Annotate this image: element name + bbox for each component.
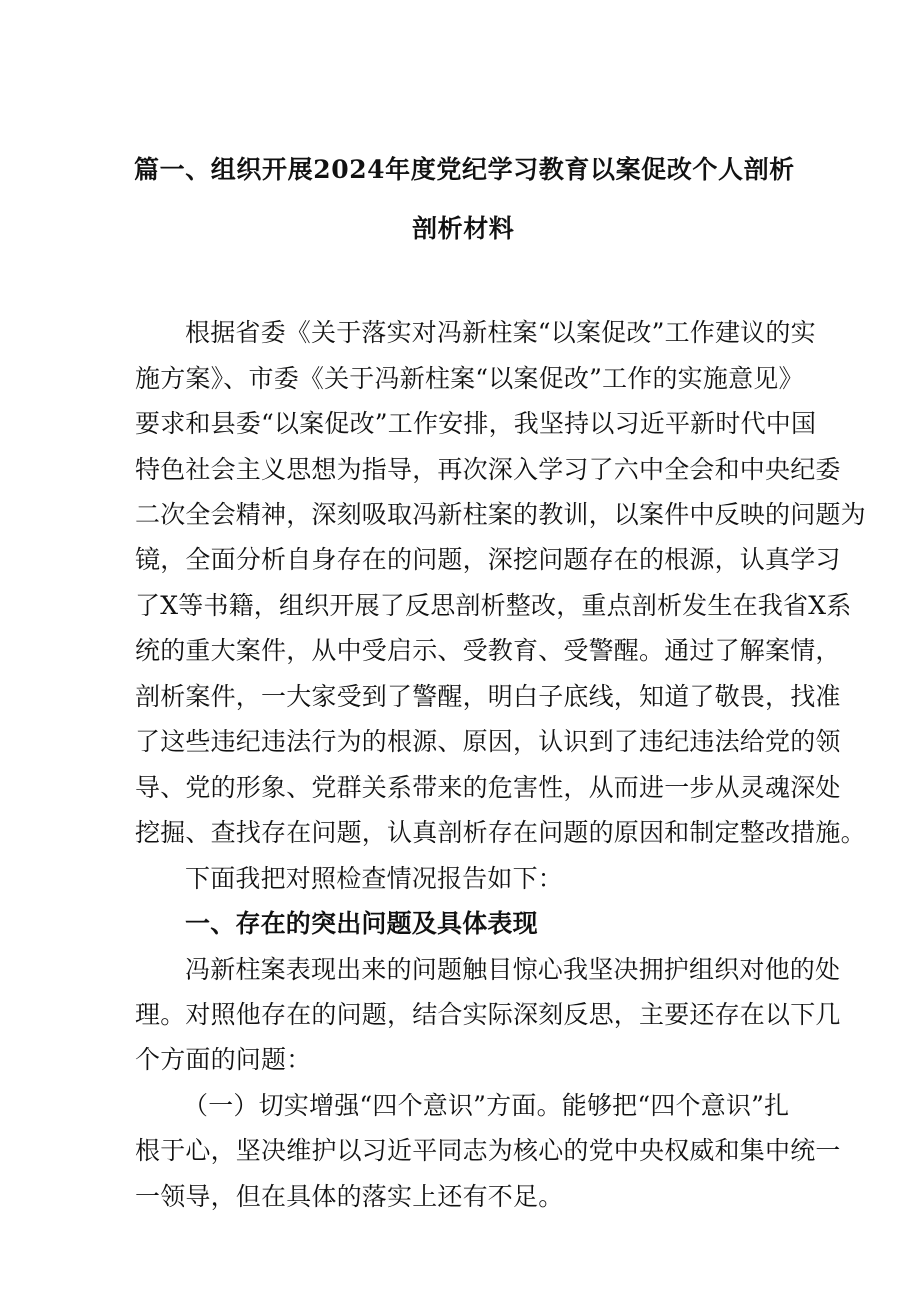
paragraph-line: 镜，全面分析自身存在的问题，深挖问题存在的根源，认真学习 [135, 545, 841, 574]
paragraph-line: 统的重大案件，从中受启示、受教育、受警醒。通过了解案情， [135, 636, 841, 665]
paragraph-line: 个方面的问题： [135, 1045, 312, 1074]
paragraph-line: 一领导，但在具体的落实上还有不足。 [135, 1182, 564, 1211]
paragraph-line: 导、党的形象、党群关系带来的危害性，从而进一步从灵魂深处 [135, 773, 841, 802]
paragraph-line: 冯新柱案表现出来的问题触目惊心我坚决拥护组织对他的处 [185, 955, 841, 984]
paragraph-line: 了这些违纪违法行为的根源、原因，认识到了违纪违法给党的领 [135, 727, 841, 756]
paragraph-line: 二次全会精神，深刻吸取冯新柱案的教训，以案件中反映的问题为 [135, 500, 866, 529]
paragraph-line: 挖掘、查找存在问题，认真剖析存在问题的原因和制定整改措施。 [135, 818, 866, 847]
document-title-line-2: 剖析材料 [412, 214, 515, 243]
paragraph-line: 理。对照他存在的问题，结合实际深刻反思，主要还存在以下几 [135, 1000, 841, 1029]
document-title-line-1: 篇一、组织开展2024年度党纪学习教育以案促改个人剖析 [134, 155, 795, 184]
paragraph-line: 了X等书籍，组织开展了反思剖析整改，重点剖析发生在我省X系 [135, 591, 852, 620]
paragraph-line: （一）切实增强“四个意识”方面。能够把“四个意识”扎 [183, 1091, 790, 1120]
paragraph-line: 特色社会主义思想为指导，再次深入学习了六中全会和中央纪委 [135, 455, 841, 484]
paragraph-line: 下面我把对照检查情况报告如下： [185, 864, 564, 893]
paragraph-line: 根据省委《关于落实对冯新柱案“以案促改”工作建议的实 [185, 318, 816, 347]
section-heading: 一、存在的突出问题及具体表现 [185, 909, 538, 938]
paragraph-line: 要求和县委“以案促改”工作安排，我坚持以习近平新时代中国 [135, 409, 817, 438]
paragraph-line: 施方案》、市委《关于冯新柱案“以案促改”工作的实施意见》 [135, 364, 804, 393]
paragraph-line: 剖析案件，一大家受到了警醒，明白子底线，知道了敬畏，找准 [135, 682, 841, 711]
paragraph-line: 根于心，坚决维护以习近平同志为核心的党中央权威和集中统一 [135, 1136, 841, 1165]
